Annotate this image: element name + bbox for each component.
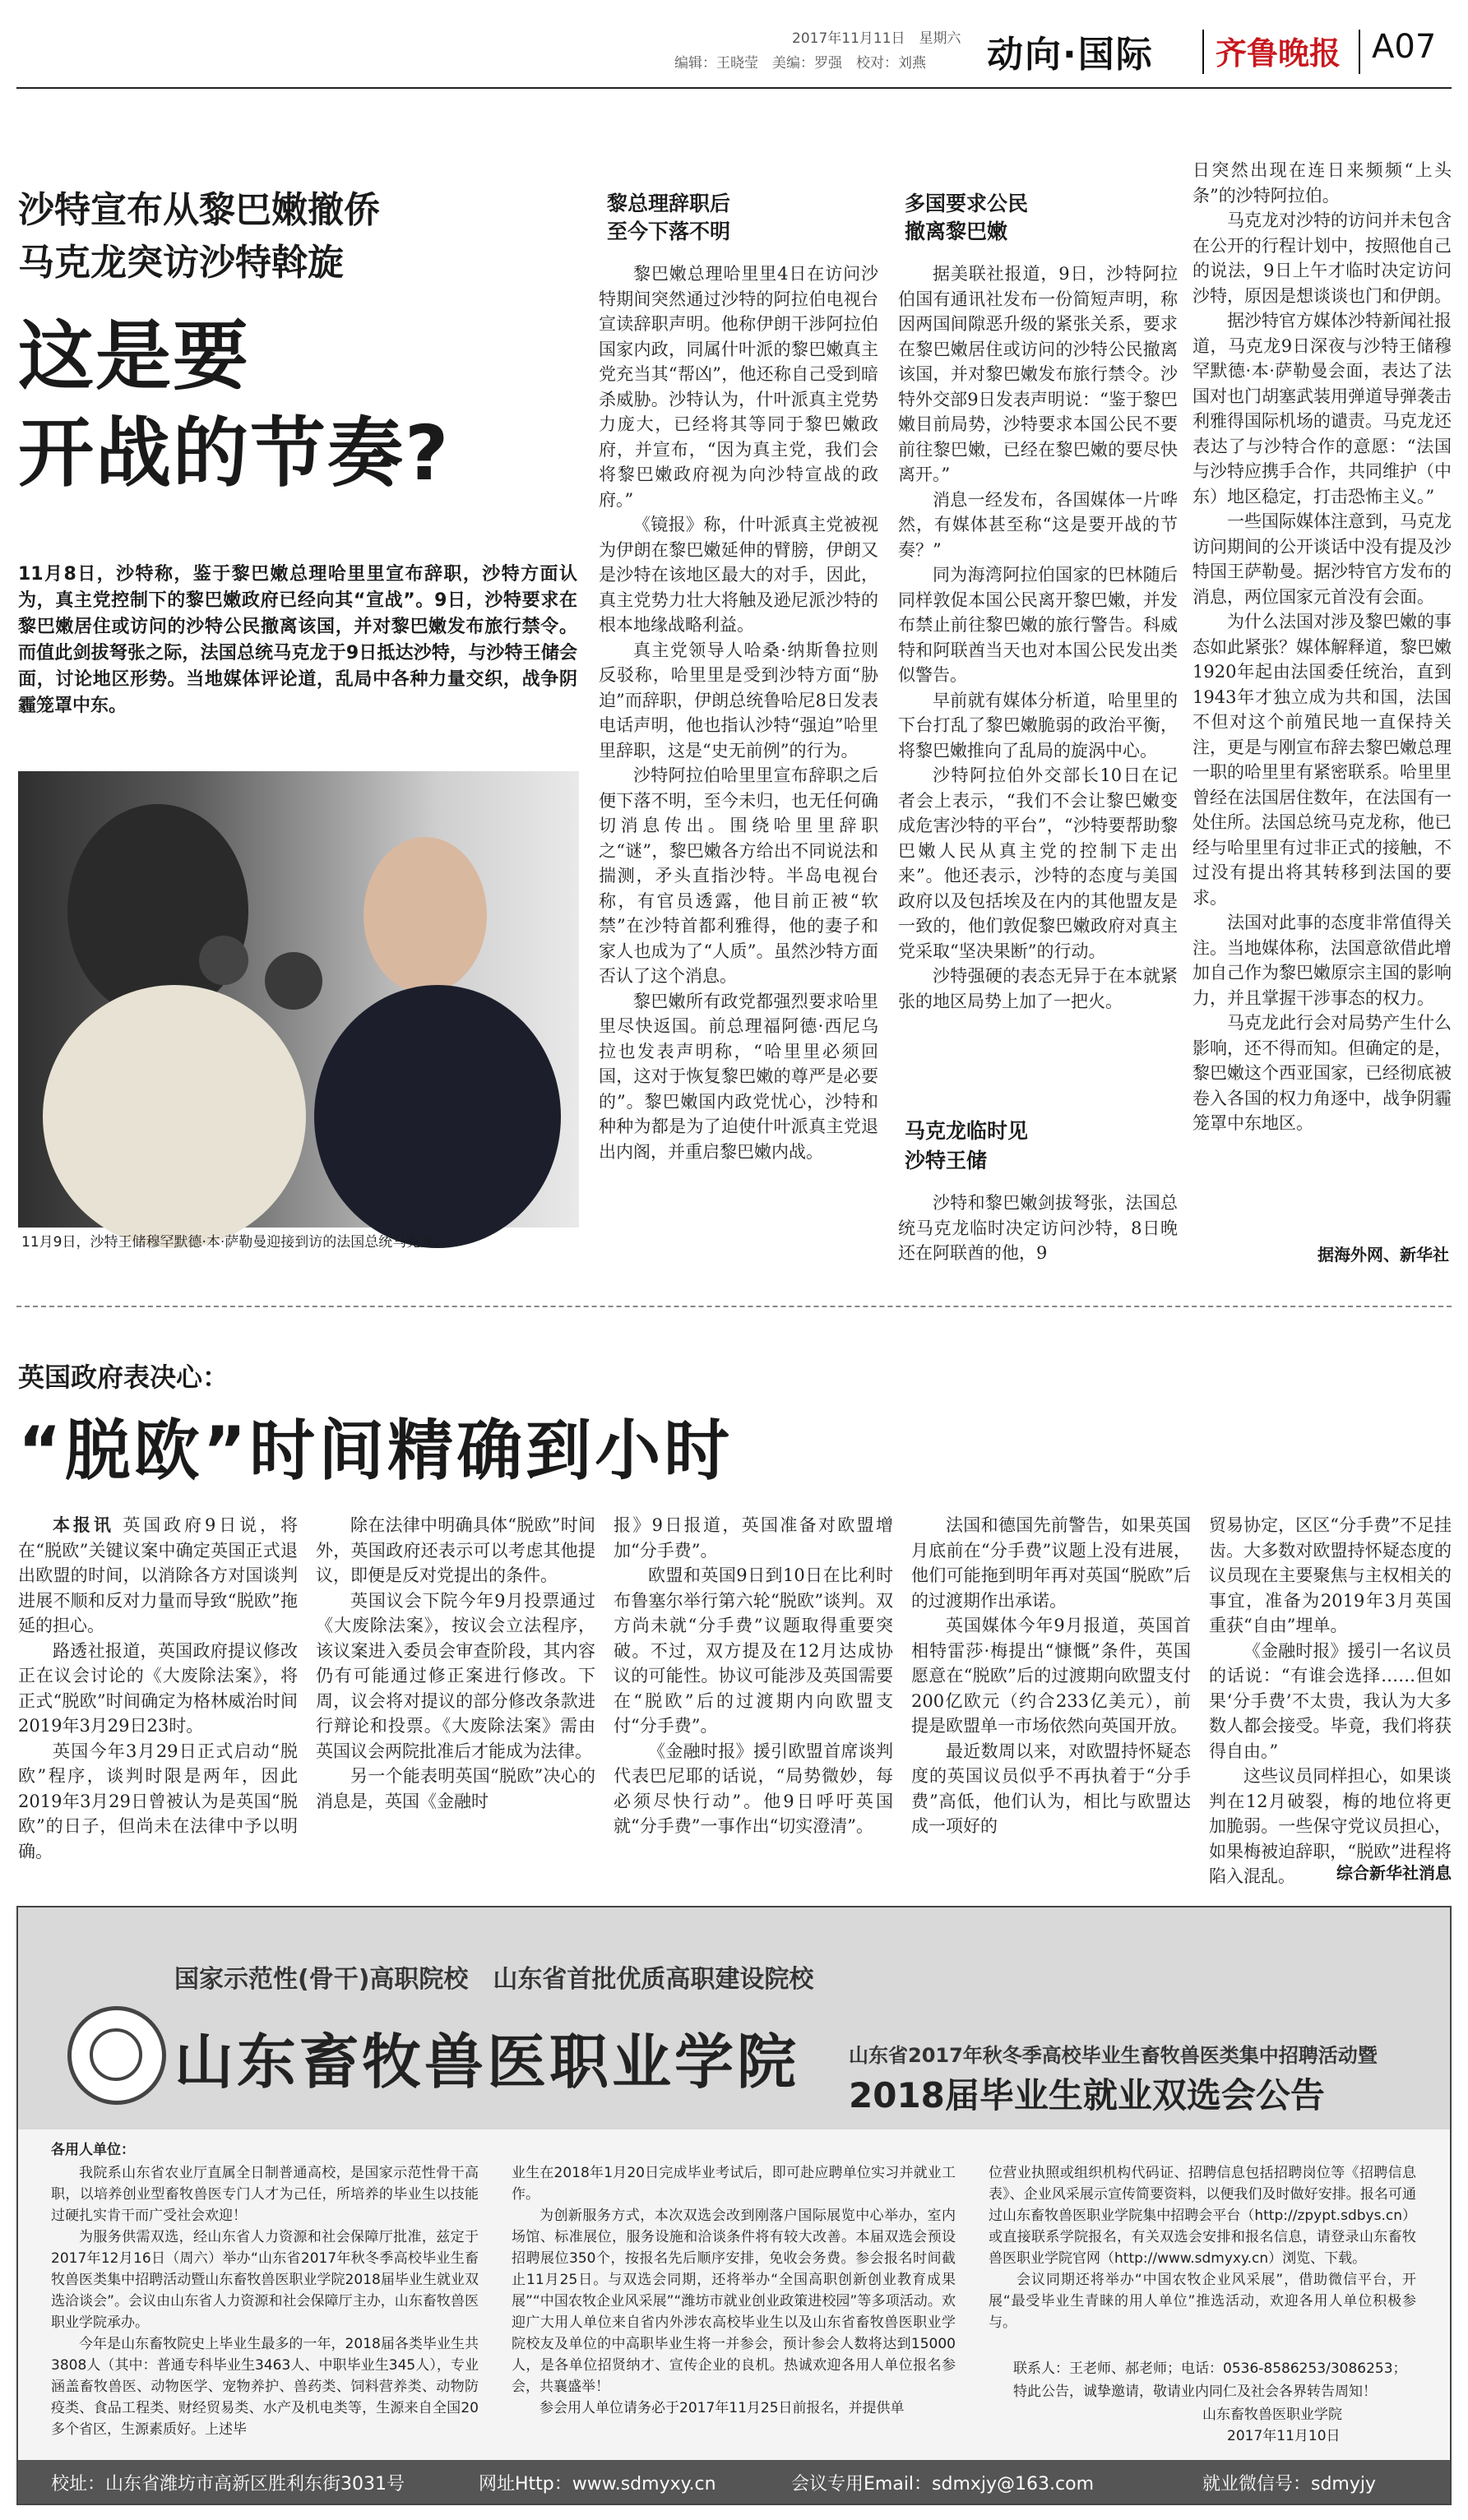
- col2-subhead-4: 沙特王储: [905, 1149, 988, 1172]
- story1-lead: 11月8日，沙特称，鉴于黎巴嫩总理哈里里宣布辞职，沙特方面认为，真主党控制下的黎巴嫩政府已经向其“宣战”。9日，沙特要求在黎巴嫩居住或访问的沙特公民撤离该国，并对黎巴嫩发布旅行禁令。而值此剑拔弩张之际，法国总统马克龙于9日抵达沙特，与沙特王储会面，讨论地区形势。当地媒体评论道，乱局中各种力量交织，战争阴霾笼罩中东。: [18, 564, 577, 716]
- school-name: 山东畜牧兽医职业学院: [174, 2027, 800, 2097]
- paragraph: 路透社报道，英国政府提议修改正在议会讨论的《大废除法案》，将正式“脱欧”时间确定为格林威治时间2019年3月29日23时。: [18, 1640, 298, 1736]
- paragraph: 这些议员同样担心，如果谈判在12月破裂，梅的地位将更加脆弱。一些保守党议员担心，如果梅被迫辞职，“脱欧”进程将陷入混乱。: [1209, 1766, 1452, 1886]
- paragraph: 马克龙此行会对局势产生什么影响，还不得而知。但确定的是，黎巴嫩这个西亚国家，已经彻底被卷入各国的权力角逐中，战争阴霾笼罩中东地区。: [1192, 1013, 1452, 1133]
- paragraph: 英国政府9日说，将在“脱欧”关键议案中确定英国正式退出欧盟的时间，以消除各方对国谈判进展不顺和反对力量而导致“脱欧”拖延的担心。: [18, 1515, 298, 1635]
- paragraph: 法国对此事的态度非常值得关注。当地媒体称，法国意欲借此增加自己作为黎巴嫩原宗主国的影响力，并且掌握干涉事态的权力。: [1192, 913, 1452, 1008]
- paragraph: 据沙特官方媒体沙特新闻社报道，马克龙9日深夜与沙特王储穆罕默德·本·萨勒曼会面，表达了法国对也门胡塞武装用弹道导弹袭击利雅得国际机场的谴责。马克龙还表达了与沙特合作的意愿：“法国与沙特应携手合作，共同维护（中东）地区稳定，打击恐怖主义。”: [1192, 311, 1452, 506]
- paragraph: 同为海湾阿拉伯国家的巴林随后同样敦促本国公民离开黎巴嫩，并发布禁止前往黎巴嫩的旅行警告。科威特和阿联酋当天也对本国公民发出类似警告。: [898, 565, 1178, 685]
- paragraph: 为什么法国对涉及黎巴嫩的事态如此紧张？媒体解释道，黎巴嫩1920年起由法国委任统治，直到1943年才独立成为共和国，法国不但对这个前殖民地一直保持关注，更是与刚宣布辞去黎巴嫩总理一职的哈里里有紧密联系。哈里里曾经在法国居住数年，在法国有一处住所。法国总统马克龙称，他已经与哈里里有过非正式的接触，不过没有提出将其转移到法国的要求。: [1192, 612, 1452, 908]
- paragraph: 据美联社报道，9日，沙特阿拉伯国有通讯社发布一份简短声明，称因两国间隙恶升级的紧张关系，要求在黎巴嫩居住或访问的沙特公民撤离该国，并对黎巴嫩发布旅行禁令。沙特外交部9日发表声明说：“鉴于黎巴嫩目前局势，沙特要求本国公民不要前往黎巴嫩，已经在黎巴嫩的要尽快离开。”: [898, 264, 1178, 484]
- paragraph: 《金融时报》援引欧盟首席谈判代表巴尼耶的话说，“局势微妙，每必须尽快行动”。他9日呼吁英国就“分手费”一事作出“切实澄清”。: [614, 1741, 893, 1836]
- ad-sign-date: 2017年11月10日: [1227, 2428, 1341, 2444]
- paragraph: 另一个能表明英国“脱欧”决心的消息是，英国《金融时: [316, 1766, 595, 1811]
- masthead-divider: [1202, 30, 1204, 74]
- paragraph: 一些国际媒体注意到，马克龙访问期间的公开谈话中没有提及沙特国王萨勒曼。据沙特官方发布的消息，两位国家元首没有会面。: [1192, 511, 1452, 607]
- paragraph: 《金融时报》援引一名议员的话说：“有谁会选择……但如果‘分手费’不太贵，我认为大多数人都会接受。毕竟，我们将获得自由。”: [1209, 1640, 1452, 1761]
- news-photo: [18, 771, 579, 1228]
- ad-column-1: [51, 2162, 479, 2450]
- story1-column-2-tail: [898, 1191, 1178, 1266]
- paragraph: 为服务供需双选，经山东省人力资源和社会保障厅批准，兹定于2017年12月16日（周六）举办“山东省2017年秋冬季高校毕业生畜牧兽医类集中招聘活动暨山东畜牧兽医职业学院2018届毕业生就业双选洽谈会”。会议由山东省人力资源和社会保障厅主办，山东畜牧兽医职业学院承办。: [51, 2229, 479, 2331]
- paragraph: 沙特阿拉伯外交部长10日在记者会上表示，“我们不会让黎巴嫩变成危害沙特的平台”，“沙特要帮助黎巴嫩人民从真主党的控制下走出来”。他还表示，沙特的态度与美国政府以及包括埃及在内的其他盟友是一致的，他们敦促黎巴嫩政府对真主党采取“坚决果断”的行动。: [898, 765, 1178, 961]
- paragraph: 早前就有媒体分析道，哈里里的下台打乱了黎巴嫩脆弱的政治平衡，将黎巴嫩推向了乱局的旋涡中心。: [898, 690, 1178, 761]
- paragraph: 报》9日报道，英国准备对欧盟增加“分手费”。: [614, 1515, 893, 1561]
- school-wechat: 就业微信号：sdmyjy: [1202, 2474, 1377, 2495]
- story1-headline-2: 开战的节奏?: [18, 409, 451, 497]
- newspaper-brand: 齐鲁晚报: [1216, 35, 1341, 72]
- paragraph: 《镜报》称，什叶派真主党被视为伊朗在黎巴嫩延伸的臂膀，伊朗又是沙特在该地区最大的对手，因此，真主党势力壮大将触及逊尼派沙特的根本地缘战略利益。: [599, 515, 878, 635]
- paragraph: 日突然出现在连日来频频“上头条”的沙特阿拉伯。: [1192, 160, 1452, 206]
- paragraph: 业生在2018年1月20日完成毕业考试后，即可赴应聘单位实习并就业工作。: [512, 2165, 956, 2203]
- story2-headline: “脱欧”时间精确到小时: [18, 1413, 734, 1489]
- story2-column-4: [911, 1513, 1191, 1887]
- ad-top-line: 国家示范性(骨干)高职院校 山东省首批优质高职建设院校: [174, 1965, 814, 1994]
- ad-column-3: [989, 2162, 1416, 2351]
- paragraph: 英国今年3月29日正式启动“脱欧”程序，谈判时限是两年，因此2019年3月29日曾被认为是英国“脱欧”的日子，但尚未在法律中予以明确。: [18, 1741, 298, 1861]
- story1-column-1: [599, 261, 878, 1265]
- story1-byline: 据海外网、新华社: [1317, 1245, 1449, 1265]
- paragraph: 英国媒体今年9月报道，英国首相特雷莎·梅提出“慷慨”条件，英国愿意在“脱欧”后的过渡期向欧盟支付200亿欧元（约合233亿美元），前提是欧盟单一市场依然向英国开放。: [911, 1616, 1191, 1736]
- paragraph: 参会用人单位请务必于2017年11月25日前报名，并提供单: [540, 2400, 905, 2416]
- dateline: 本报讯: [53, 1514, 114, 1535]
- school-email: 会议专用Email：sdmxjy@163.com: [791, 2474, 1095, 2495]
- paragraph: 黎巴嫩总理哈里里4日在访问沙特期间突然通过沙特的阿拉伯电视台宣读辞职声明。他称伊朗干涉阿拉伯国家内政，同属什叶派的黎巴嫩真主党充当其“帮凶”，他还称自己受到暗杀威胁。沙特认为，什叶派真主党势力庞大，已经将其等同于黎巴嫩政府，并宣布，“因为真主党，我们会将黎巴嫩政府视为向沙特宣战的政府。”: [599, 264, 878, 510]
- section-divider: [16, 1306, 1452, 1307]
- event-title-1: 山东省2017年秋冬季高校毕业生畜牧兽医类集中招聘活动暨: [849, 2044, 1378, 2067]
- paragraph: 消息一经发布，各国媒体一片哗然，有媒体甚至称“这是要开战的节奏？”: [898, 489, 1178, 560]
- paragraph: 除在法律中明确具体“脱欧”时间外，英国政府还表示可以考虑其他提议，即便是反对党提出的条件。: [316, 1515, 595, 1585]
- story1-kicker-1: 沙特宣布从黎巴嫩撤侨: [18, 189, 380, 231]
- ad-contact: 联系人：王老师、郝老师；电话：0536-8586253/3086253；: [1013, 2360, 1407, 2377]
- col2-subhead-3: 马克龙临时见: [905, 1119, 1029, 1143]
- paragraph: 沙特阿拉伯哈里里宣布辞职之后便下落不明，至今未归，也无任何确切消息传出。围绕哈里里辞职之“谜”，黎巴嫩各方给出不同说法和揣测，矛头直指沙特。半岛电视台称，有官员透露，他目前正被“软禁”在沙特首都利雅得，他的妻子和家人也成为了“人质”。虽然沙特方面否认了这个消息。: [599, 765, 878, 986]
- paragraph: 欧盟和英国9日到10日在比利时布鲁塞尔举行第六轮“脱欧”谈判。双方尚未就“分手费”议题取得重要突破。不过，双方提及在12月达成协议的可能性。协议可能涉及英国需要在“脱欧”后的过渡期内向欧盟支付“分手费”。: [614, 1565, 893, 1736]
- editor-credits: 编辑：王晓莹 美编：罗强 校对：刘燕: [674, 55, 926, 72]
- paragraph: 沙特强硬的表态无异于在本就紧张的地区局势上加了一把火。: [898, 966, 1178, 1011]
- school-website: 网址Http：www.sdmyxy.cn: [479, 2474, 716, 2495]
- paragraph: 沙特和黎巴嫩剑拔弩张，法国总统马克龙临时决定访问沙特，8日晚还在阿联酋的他，9: [898, 1193, 1178, 1263]
- ad-footer: [18, 2460, 1450, 2504]
- col1-subhead-1: 黎总理辞职后: [607, 192, 731, 215]
- ad-column-2: [512, 2162, 956, 2450]
- story2-column-1: [18, 1513, 298, 1887]
- paragraph: 我院系山东省农业厅直属全日制普通高校，是国家示范性骨干高职，以培养创业型畜牧兽医专门人才为己任，所培养的毕业生以技能过硬扎实肯干而广受社会欢迎！: [51, 2165, 479, 2224]
- school-logo-icon: [67, 2006, 166, 2105]
- photo-caption: 11月9日，沙特王储穆罕默德·本·萨勒曼迎接到访的法国总统马克龙。: [21, 1234, 449, 1251]
- paragraph: 法国和德国先前警告，如果英国月底前在“分手费”议题上没有进展，他们可能拖到明年再对英国“脱欧”后的过渡期作出承诺。: [911, 1515, 1191, 1611]
- section-title: 动向·国际: [987, 34, 1154, 76]
- paragraph: 真主党领导人哈桑·纳斯鲁拉则反驳称，哈里里是受到沙特方面“胁迫”而辞职，伊朗总统鲁哈尼8日发表电话声明，他也指认沙特“强迫”哈里里辞职，这是“史无前例”的行为。: [599, 640, 878, 761]
- story2-byline: 综合新华社消息: [1336, 1863, 1452, 1883]
- story1-headline-1: 这是要: [18, 312, 251, 400]
- masthead-divider: [1359, 30, 1360, 74]
- page-number: A07: [1372, 28, 1437, 66]
- col2-subhead-2: 撤离黎巴嫩: [905, 220, 1008, 243]
- story1-kicker-2: 马克龙突访沙特斡旋: [18, 242, 344, 284]
- ad-signature: 山东畜牧兽医职业学院: [1202, 2407, 1342, 2423]
- paragraph: 最近数周以来，对欧盟持怀疑态度的英国议员似乎不再执着于“分手费”高低，他们认为，相比与欧盟达成一项好的: [911, 1741, 1191, 1836]
- paragraph: 位营业执照或组织机构代码证、招聘信息包括招聘岗位等《招聘信息表》、企业风采展示宣传简要资料，以便我们及时做好安排。报名可通过山东畜牧兽医职业学院集中招聘会平台（http://zpypt.sdbys.cn）或直接联系学院报名，有关双选会安排和报名信息，请登录山东畜牧兽医职业学院官网（http://www.sdmyxy.cn）浏览、下载。: [989, 2165, 1416, 2267]
- story1-column-3: [1192, 158, 1452, 1235]
- paragraph: 为创新服务方式，本次双选会改到刚落户国际展览中心举办，室内场馆、标准展位，服务设施和洽谈条件将有较大改善。本届双选会预设招聘展位350个，按报名先后顺序安排，免收会务费。参会报名时间截止11月25日。与双选会同期，还将举办“全国高职创新创业教育成果展”“中国农牧企业风采展”“潍坊市就业创业政策进校园”等多项活动。欢迎广大用人单位来自省内外涉农高校毕业生以及山东省畜牧兽医职业学院校友及单位的中高职毕业生将一并参会，预计参会人数将达到15000人，是各单位招贤纳才、宣传企业的良机。热诚欢迎各用人单位报名参会，共襄盛举！: [512, 2208, 956, 2395]
- masthead-rule: [16, 87, 1452, 89]
- story2-column-3: [614, 1513, 893, 1887]
- ad-contact-2: 特此公告，诚挚邀请，敬请业内同仁及社会各界转告周知！: [1013, 2384, 1377, 2400]
- story2-column-2: [316, 1513, 595, 1887]
- paragraph: 马克龙对沙特的访问并未包含在公开的行程计划中，按照他自己的说法，9日上午才临时决定访问沙特，原因是想谈谈也门和伊朗。: [1192, 210, 1452, 306]
- paragraph: 会议同期还将举办“中国农牧企业风采展”，借助微信平台，开展“最受毕业生青睐的用人单位”推选活动，欢迎各用人单位积极参与。: [989, 2272, 1416, 2331]
- issue-date: 2017年11月11日 星期六: [792, 30, 961, 47]
- col2-subhead-1: 多国要求公民: [905, 192, 1029, 215]
- event-title-2: 2018届毕业生就业双选会公告: [849, 2075, 1325, 2115]
- paragraph: 黎巴嫩所有政党都强烈要求哈里里尽快返国。前总理福阿德·西尼乌拉也发表声明称，“哈里里必须回国，这对于恢复黎巴嫩的尊严是必要的”。黎巴嫩国内政党忧心，沙特和种种为都是为了迫使什叶派真主党退出内阁，并重启黎巴嫩内战。: [599, 991, 878, 1162]
- story2-kicker: 英国政府表决心：: [18, 1362, 229, 1393]
- story1-column-2: [898, 261, 1178, 1096]
- school-address: 校址：山东省潍坊市高新区胜利东街3031号: [51, 2474, 405, 2495]
- ad-salutation: 各用人单位：: [51, 2142, 135, 2158]
- col1-subhead-2: 至今下落不明: [607, 220, 731, 243]
- school-advertisement: [16, 1906, 1452, 2505]
- paragraph: 英国议会下院今年9月投票通过《大废除法案》，按议会立法程序，该议案进入委员会审查阶段，其内容仍有可能通过修正案进行修改。下周，议会将对提议的部分修改条款进行辩论和投票。《大废除法案》需由英国议会两院批准后才能成为法律。: [316, 1590, 595, 1761]
- paragraph: 贸易协定，区区“分手费”不足挂齿。大多数对欧盟持怀疑态度的议员现在主要聚焦与主权相关的事宜，准备为2019年3月英国重获“自由”埋单。: [1209, 1515, 1452, 1635]
- paragraph: 今年是山东畜牧院史上毕业生最多的一年，2018届各类毕业生共3808人（其中：普通专科毕业生3463人、中职毕业生345人），专业涵盖畜牧兽医、动物医学、宠物养护、兽药类、饲料营养类、动物防疫类、食品工程类、财经贸易类、水产及机电类等，生源来自全国20多个省区，生源素质好。上述毕: [51, 2336, 479, 2438]
